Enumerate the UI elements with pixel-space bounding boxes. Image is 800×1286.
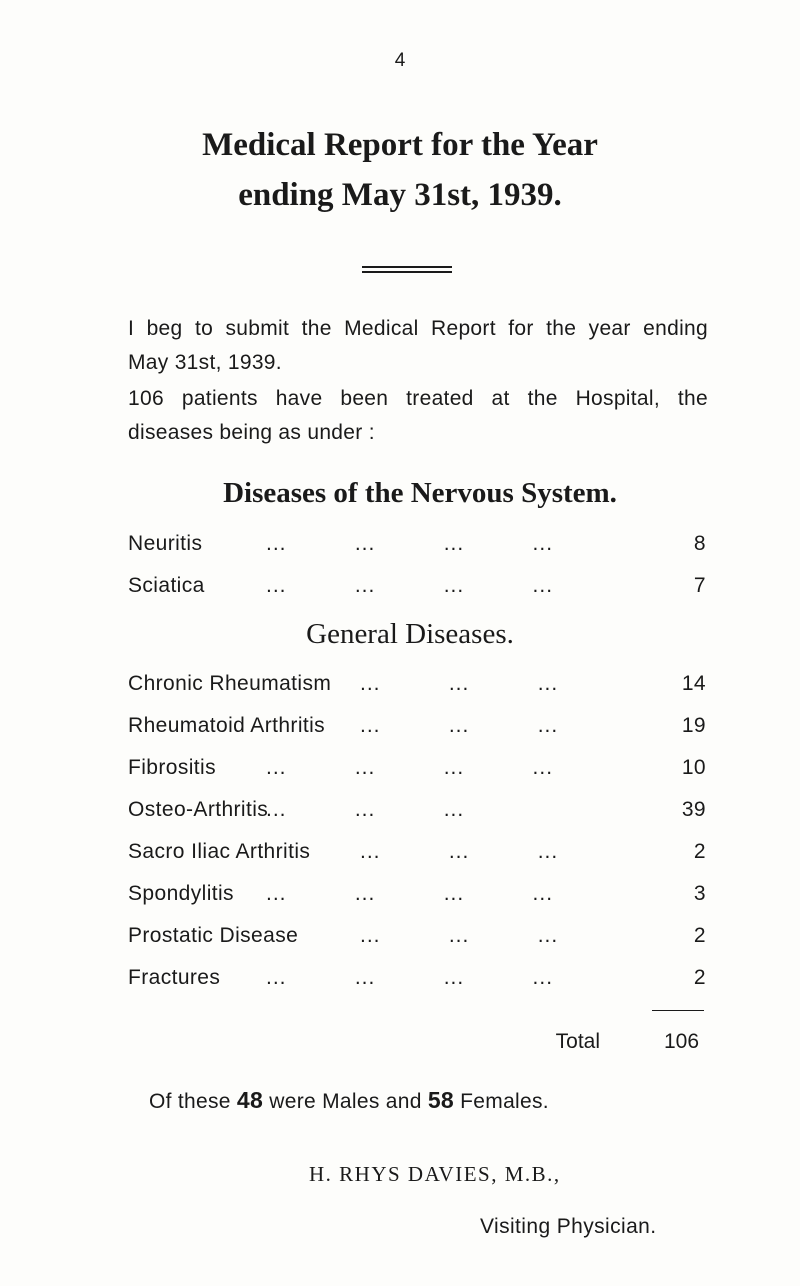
signature-title: Visiting Physician. [480,1215,657,1238]
leader-dots: ... ... ... [360,924,559,947]
disease-count: 10 [681,756,706,779]
section-heading-general-diseases: General Diseases. [306,618,514,650]
disease-label: Osteo-Arthritis [128,798,269,821]
report-title [0,120,800,220]
disease-count: 2 [693,966,706,989]
intro-para2-line2: diseases being as under : [128,421,375,444]
intro-paragraph-2 [128,382,708,450]
intro-paragraph-1 [128,312,708,380]
summary-line [149,1087,549,1114]
report-title-line-1: Medical Report for the Year [202,127,598,163]
disease-row [128,882,706,916]
leader-dots: ... ... ... [360,840,559,863]
leader-dots: ... ... ... [360,714,559,737]
disease-row [128,966,706,1000]
disease-label: Sacro Iliac Arthritis [128,840,311,863]
disease-label: Rheumatoid Arthritis [128,714,326,737]
leader-dots: ... ... ... ... [266,966,554,989]
leader-dots: ... ... ... ... [266,574,554,597]
leader-dots: ... ... ... [266,798,465,821]
disease-count: 3 [693,882,706,905]
disease-row [128,924,706,958]
disease-label: Fractures [128,966,221,989]
disease-row [128,840,706,874]
disease-label: Spondylitis [128,882,234,905]
disease-row [128,672,706,706]
disease-count: 14 [681,672,706,695]
intro-para1-line2: May 31st, 1939. [128,351,282,374]
summary-females-count: 58 [427,1087,455,1113]
disease-count: 7 [693,574,706,597]
leader-dots: ... ... ... [360,672,559,695]
disease-row [128,756,706,790]
disease-row [128,574,706,608]
disease-row [128,532,706,566]
disease-label: Fibrositis [128,756,217,779]
title-divider-bottom [362,271,452,273]
disease-label: Sciatica [128,574,205,597]
total-label: Total [555,1030,600,1053]
section-heading-nervous-system: Diseases of the Nervous System. [223,477,617,509]
leader-dots: ... ... ... ... [266,882,554,905]
leader-dots: ... ... ... ... [266,532,554,555]
total-rule [652,1010,704,1011]
summary-middle: were Males and [269,1090,422,1113]
disease-count: 2 [693,924,706,947]
leader-dots: ... ... ... ... [266,756,554,779]
disease-count: 39 [681,798,706,821]
summary-males-count: 48 [236,1087,264,1113]
total-value: 106 [664,1030,700,1053]
summary-prefix: Of these [149,1090,231,1113]
title-divider-top [362,266,452,268]
disease-row [128,714,706,748]
disease-count: 19 [681,714,706,737]
disease-row [128,798,706,832]
disease-count: 2 [693,840,706,863]
disease-label: Neuritis [128,532,203,555]
signature-name: H. RHYS DAVIES, M.B., [309,1162,561,1186]
summary-suffix: Females. [460,1090,549,1113]
intro-para1-line1: I beg to submit the Medical Report for the year ending [128,317,708,340]
disease-label: Prostatic Disease [128,924,299,947]
page-number: 4 [394,50,406,71]
disease-count: 8 [693,532,706,555]
disease-label: Chronic Rheumatism [128,672,332,695]
report-title-line-2: ending May 31st, 1939. [238,177,562,213]
intro-para2-line1: 106 patients have been treated at the Hospital, the [128,387,708,410]
